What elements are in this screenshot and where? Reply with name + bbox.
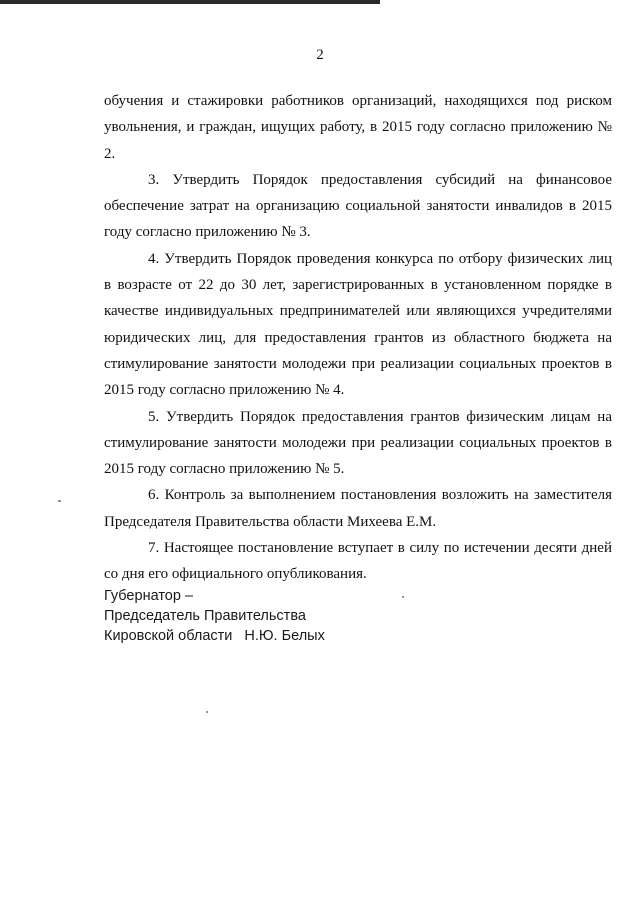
scan-speck — [58, 500, 61, 502]
page-number: 2 — [316, 47, 324, 63]
scan-speck — [206, 711, 208, 713]
paragraph-item-6: 6. Контроль за выполнением постановления возложить на заместителя Председателя Правительства области Михеева Е.М. — [104, 487, 612, 530]
paragraph-item-5: 5. Утвердить Порядок предоставления грантов физическим лицам на стимулирование занятости молодежи при реализации социальных проектов в 2015 году согласно приложению № 5. — [104, 408, 612, 478]
paragraph-continuation: обучения и стажировки работников организаций, находящихся под риском увольнения, и граждан, ищущих работу, в 2015 году согласно приложению № 2. — [104, 93, 612, 162]
signature-block — [104, 586, 325, 646]
signature-region: Кировской области — [104, 628, 233, 644]
signatory-name: Н.Ю. Белых — [244, 628, 325, 644]
document-body — [104, 88, 612, 588]
paragraph-item-4: 4. Утвердить Порядок проведения конкурса по отбору физических лиц в возрасте от 22 до 30 лет, зарегистрированных в установленном порядке в качестве индивидуальных предпринимателей или являющихся учредителями юридических лиц, для предоставления грантов из областного бюджета на стимулирование занятости молодежи при реализации социальных проектов в 2015 году согласно приложению № 4. — [104, 250, 612, 399]
scan-speck — [402, 596, 404, 598]
top-rule — [0, 0, 380, 4]
signature-title-governor: Губернатор – — [104, 588, 194, 604]
signature-region-line — [104, 626, 325, 646]
signature-title-chairman: Председатель Правительства — [104, 608, 306, 624]
paragraph-item-3: 3. Утвердить Порядок предоставления субсидий на финансовое обеспечение затрат на организацию социальной занятости инвалидов в 2015 году согласно приложению № 3. — [104, 171, 612, 241]
paragraph-item-7: 7. Настоящее постановление вступает в силу по истечении десяти дней со дня его официального опубликования. — [104, 540, 612, 583]
